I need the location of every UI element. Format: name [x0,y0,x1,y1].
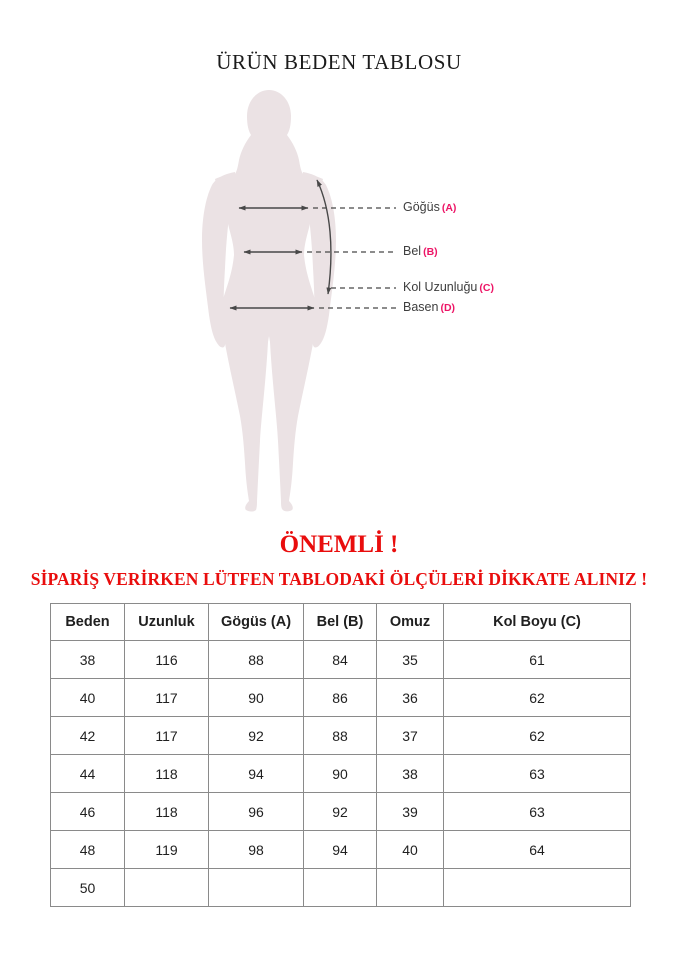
table-cell: 35 [377,641,444,679]
table-cell: 40 [377,831,444,869]
table-row [51,831,631,869]
waist-label-text: Bel [403,244,422,258]
table-cell: 92 [209,717,304,755]
table-cell: 117 [125,679,209,717]
table-cell: 40 [51,679,125,717]
waist-label [403,245,438,259]
important-note: SİPARİŞ VERİRKEN LÜTFEN TABLODAKİ ÖLÇÜLERİ DİKKATE ALINIZ ! [30,569,648,589]
table-cell: 118 [125,793,209,831]
table-cell: 61 [444,641,631,679]
table-cell: 62 [444,679,631,717]
measurement-diagram [0,80,678,525]
page-title: ÜRÜN BEDEN TABLOSU [216,50,462,74]
table-cell: 36 [377,679,444,717]
table-row [51,641,631,679]
chest-label [403,201,456,215]
table-cell: 117 [125,717,209,755]
header-beden: Beden [51,604,125,641]
waist-label-code: (B) [423,246,438,258]
table-cell: 38 [377,755,444,793]
table-cell [377,869,444,907]
table-header-row [51,604,631,641]
header-gogus: Gögüs (A) [209,604,304,641]
table-row [51,717,631,755]
table-cell: 63 [444,793,631,831]
table-cell: 116 [125,641,209,679]
table-cell [444,869,631,907]
size-table [50,603,631,907]
header-kol-boyu: Kol Boyu (C) [444,604,631,641]
hip-label [403,301,455,315]
table-cell: 39 [377,793,444,831]
table-row [51,679,631,717]
hip-label-text: Basen [403,300,439,314]
table-cell: 94 [304,831,377,869]
table-cell [209,869,304,907]
table-cell: 63 [444,755,631,793]
arm-length-label-code: (C) [479,282,494,294]
table-cell: 92 [304,793,377,831]
table-cell [125,869,209,907]
table-cell: 118 [125,755,209,793]
table-cell: 46 [51,793,125,831]
header-omuz: Omuz [377,604,444,641]
body-diagram-svg [0,80,678,525]
table-cell: 62 [444,717,631,755]
table-cell: 42 [51,717,125,755]
table-cell: 37 [377,717,444,755]
table-cell: 96 [209,793,304,831]
chest-label-code: (A) [441,202,457,214]
table-row [51,869,631,907]
table-cell: 84 [304,641,377,679]
table-row [51,755,631,793]
hip-label-code: (D) [440,302,456,314]
table-cell: 38 [51,641,125,679]
table-cell: 64 [444,831,631,869]
table-cell: 90 [209,679,304,717]
size-table-body [51,641,631,907]
body-silhouette [215,90,323,512]
table-cell: 88 [209,641,304,679]
table-cell: 50 [51,869,125,907]
table-row [51,793,631,831]
table-cell: 86 [304,679,377,717]
header-bel: Bel (B) [304,604,377,641]
table-cell: 98 [209,831,304,869]
table-cell: 94 [209,755,304,793]
chest-label-text: Göğüs [403,200,440,214]
table-cell: 90 [304,755,377,793]
table-cell: 119 [125,831,209,869]
table-cell [304,869,377,907]
important-heading: ÖNEMLİ ! [279,531,399,558]
arm-length-label-text: Kol Uzunluğu [403,280,478,294]
table-cell: 88 [304,717,377,755]
size-table-header [51,604,631,641]
table-cell: 44 [51,755,125,793]
arm-length-label [403,281,494,295]
table-cell: 48 [51,831,125,869]
header-uzunluk: Uzunluk [125,604,209,641]
